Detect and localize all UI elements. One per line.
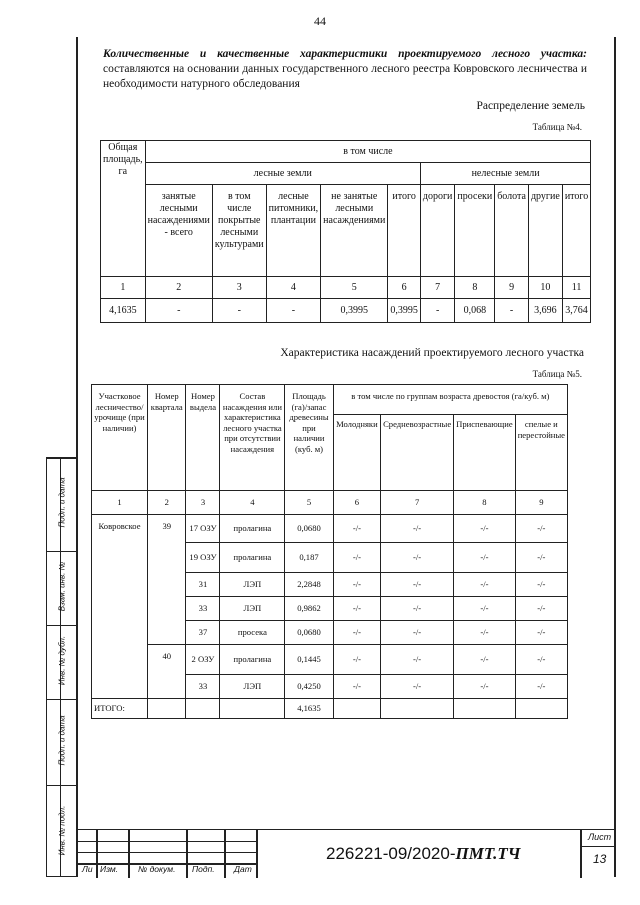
frame-right-border	[614, 37, 616, 877]
sheet-label: Лист	[588, 832, 612, 842]
header-col: болота	[495, 185, 529, 277]
header-col: занятые лесными насаждениями - всего	[145, 185, 212, 277]
section-number: 31	[186, 573, 220, 597]
composition: просека	[220, 621, 285, 645]
section-number: 19 ОЗУ	[186, 543, 220, 573]
table4-caption: Таблица №4.	[532, 122, 582, 132]
col-number: 8	[454, 491, 516, 515]
header-col: в том числе покрытые лесными культурами	[212, 185, 266, 277]
plantations-table	[91, 384, 568, 719]
col-number: 4	[220, 491, 285, 515]
header-quarter: Номер квартала	[148, 385, 186, 491]
col-number: 7	[420, 277, 455, 299]
header-forestry: Участковое лесничество/урочище (при наличии)	[92, 385, 148, 491]
header-age-groups: в том числе по группам возраста древостоя (га/куб. м)	[333, 385, 567, 415]
left-binding-stamp	[46, 457, 76, 877]
quarter-number: 39	[148, 515, 186, 645]
label-doc-no: № докум.	[138, 864, 176, 874]
col-number: 9	[515, 491, 567, 515]
label-sheet-col: Ли	[82, 864, 93, 874]
age-group-value: -/-	[333, 675, 380, 699]
col-number: 3	[186, 491, 220, 515]
data-cell: 3,696	[528, 299, 562, 323]
age-group-value: -/-	[381, 543, 454, 573]
header-col: итого	[562, 185, 590, 277]
age-group-value: -/-	[381, 515, 454, 543]
area-value: 2,2848	[285, 573, 333, 597]
header-composition: Состав насаждения или характеристика лесного участка при отсутствии насаждения	[220, 385, 285, 491]
age-group-value: -/-	[381, 597, 454, 621]
intro-bold: Количественные и качественные характеристики проектируемого лесного участка:	[103, 48, 587, 60]
age-group-value: -/-	[333, 645, 380, 675]
col-number: 5	[285, 491, 333, 515]
header-col: просеки	[455, 185, 495, 277]
age-group-value: -/-	[515, 645, 567, 675]
col-number: 10	[528, 277, 562, 299]
quarter-number: 40	[148, 645, 186, 699]
area-value: 0,0680	[285, 621, 333, 645]
age-group-value: -/-	[454, 543, 516, 573]
header-section: Номер выдела	[186, 385, 220, 491]
composition: пролагина	[220, 645, 285, 675]
section-number: 37	[186, 621, 220, 645]
stamp-original-inv: Инв. № подл.	[57, 805, 66, 856]
age-group-value: -/-	[515, 597, 567, 621]
header-col: не занятые лесными насаждениями	[321, 185, 388, 277]
age-group-value: -/-	[333, 621, 380, 645]
page-number: 44	[314, 14, 326, 28]
age-group-value: -/-	[454, 597, 516, 621]
header-col: дороги	[420, 185, 455, 277]
forestry-name: Ковровское	[92, 515, 148, 699]
data-cell: -	[266, 299, 321, 323]
sheet-number: 13	[593, 852, 607, 866]
area-value: 0,1445	[285, 645, 333, 675]
document-code-suffix: ПМТ.ТЧ	[455, 844, 521, 863]
col-number: 2	[148, 491, 186, 515]
total-label: ИТОГО:	[92, 699, 148, 719]
header-middle: Средневозрастные	[381, 415, 454, 491]
col-number: 8	[455, 277, 495, 299]
section-number: 2 ОЗУ	[186, 645, 220, 675]
age-group-value: -/-	[454, 645, 516, 675]
label-date: Дат	[234, 864, 252, 874]
age-group-value: -/-	[381, 621, 454, 645]
age-group-value: -/-	[333, 573, 380, 597]
data-cell: -	[495, 299, 529, 323]
col-number: 6	[333, 491, 380, 515]
age-group-value: -/-	[515, 675, 567, 699]
area-value: 0,9862	[285, 597, 333, 621]
intro-text: составляются на основании данных государственного лесного реестра Ковровского лесничества и необходимости натурного обследования	[103, 63, 587, 90]
section-number: 33	[186, 597, 220, 621]
col-number: 1	[92, 491, 148, 515]
age-group-value: -/-	[333, 543, 380, 573]
data-cell: 4,1635	[101, 299, 146, 323]
col-number: 7	[381, 491, 454, 515]
data-cell: 0,3995	[388, 299, 421, 323]
section-label: Распределение земель	[476, 100, 585, 112]
age-group-value: -/-	[333, 597, 380, 621]
title-block	[78, 829, 614, 877]
age-group-value: -/-	[454, 515, 516, 543]
header-col: итого	[388, 185, 421, 277]
age-group-value: -/-	[515, 621, 567, 645]
age-group-value: -/-	[381, 675, 454, 699]
table5-caption: Таблица №5.	[532, 369, 582, 379]
section-number: 33	[186, 675, 220, 699]
composition: пролагина	[220, 515, 285, 543]
header-col: другие	[528, 185, 562, 277]
label-signature: Подп.	[192, 864, 215, 874]
data-cell: 3,764	[562, 299, 590, 323]
area-value: 0,0680	[285, 515, 333, 543]
header-total-area: Общая площадь, га	[101, 141, 146, 277]
header-forest-lands: лесные земли	[145, 163, 420, 185]
age-group-value: -/-	[515, 573, 567, 597]
col-number: 9	[495, 277, 529, 299]
land-distribution-table	[100, 140, 591, 323]
area-value: 0,187	[285, 543, 333, 573]
stamp-replacement-inv: Взам. инв. №	[57, 561, 66, 612]
col-number: 11	[562, 277, 590, 299]
header-col: лесные питомники, плантации	[266, 185, 321, 277]
data-cell: -	[420, 299, 455, 323]
header-mature: спелые и перестойные	[515, 415, 567, 491]
col-number: 1	[101, 277, 146, 299]
composition: ЛЭП	[220, 597, 285, 621]
section-number: 17 ОЗУ	[186, 515, 220, 543]
document-code: 226221-09/2020-ПМТ.ТЧ	[326, 844, 521, 863]
frame-left-border	[76, 37, 78, 877]
stamp-sign-date-1: Подп. и дата	[57, 477, 66, 528]
stamp-dup-inv: Инв. № дубл.	[57, 635, 66, 686]
col-number: 4	[266, 277, 321, 299]
data-cell: 0,3995	[321, 299, 388, 323]
stamp-sign-date-2: Подп. и дата	[57, 715, 66, 766]
data-cell: -	[145, 299, 212, 323]
header-young: Молодняки	[333, 415, 380, 491]
age-group-value: -/-	[454, 573, 516, 597]
age-group-value: -/-	[381, 645, 454, 675]
table5-title: Характеристика насаждений проектируемого лесного участка	[280, 347, 584, 359]
age-group-value: -/-	[454, 621, 516, 645]
composition: пролагина	[220, 543, 285, 573]
intro-paragraph	[103, 47, 587, 92]
age-group-value: -/-	[515, 515, 567, 543]
header-area: Площадь (га)/запас древесины при наличии (куб. м)	[285, 385, 333, 491]
header-nonforest-lands: нелесные земли	[420, 163, 590, 185]
data-cell: -	[212, 299, 266, 323]
col-number: 2	[145, 277, 212, 299]
composition: ЛЭП	[220, 573, 285, 597]
age-group-value: -/-	[381, 573, 454, 597]
composition: ЛЭП	[220, 675, 285, 699]
total-value: 4,1635	[285, 699, 333, 719]
col-number: 6	[388, 277, 421, 299]
col-number: 3	[212, 277, 266, 299]
header-including: в том числе	[145, 141, 591, 163]
label-change: Изм.	[100, 864, 119, 874]
area-value: 0,4250	[285, 675, 333, 699]
data-cell: 0,068	[455, 299, 495, 323]
header-maturing: Приспевающие	[454, 415, 516, 491]
age-group-value: -/-	[515, 543, 567, 573]
age-group-value: -/-	[454, 675, 516, 699]
age-group-value: -/-	[333, 515, 380, 543]
col-number: 5	[321, 277, 388, 299]
